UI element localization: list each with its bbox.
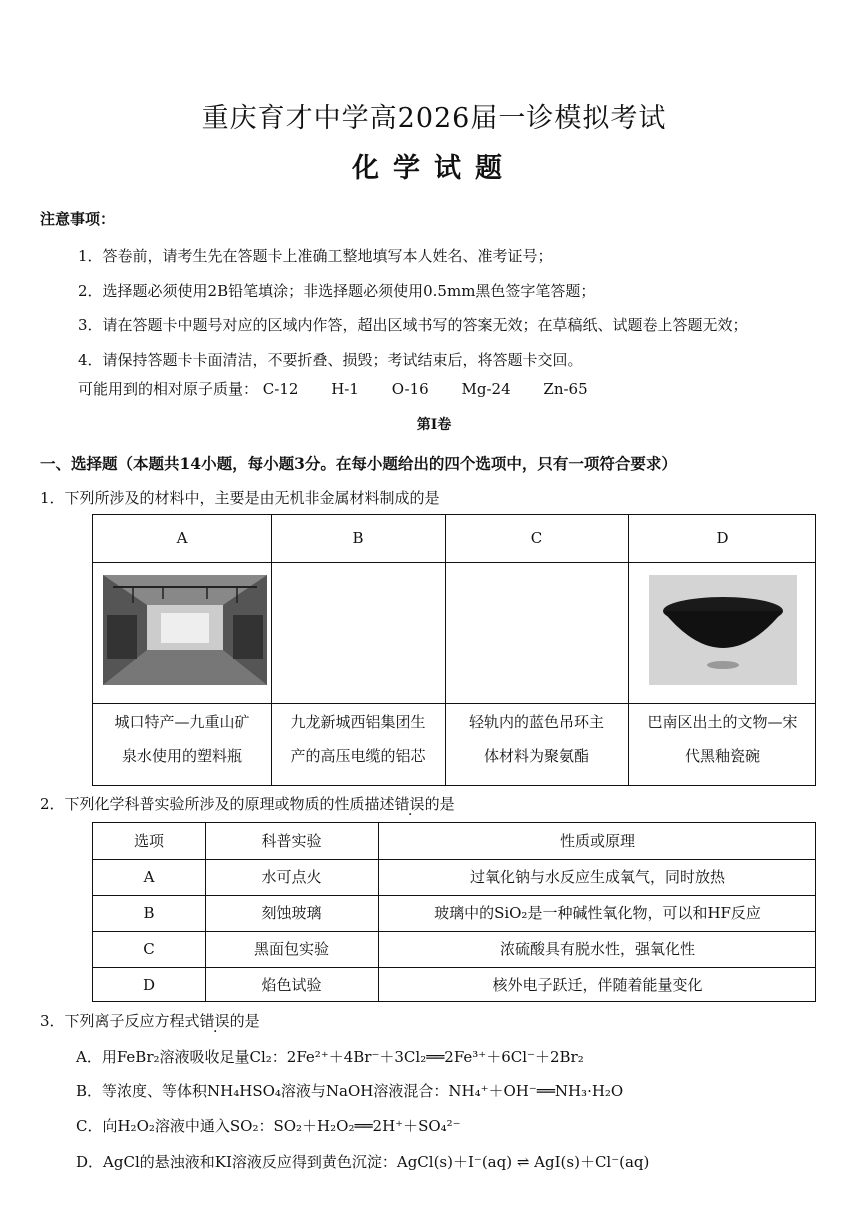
page-subtitle: 化学试题 [352, 153, 516, 184]
stem-emphasis: 错误 [394, 795, 425, 813]
caption-line: 轻轨内的蓝色吊环主 [468, 713, 604, 731]
table-cell: 黑面包实验 [253, 940, 329, 958]
question-3-option-d: D．AgCl的悬浊液和KI溶液反应得到黄色沉淀：AgCl(s)＋I⁻(aq) ⇌ AgI(s)＋Cl⁻(aq) [76, 1153, 650, 1171]
table-header: 科普实验 [261, 832, 322, 850]
table-cell: B [143, 904, 155, 922]
question-2-table [92, 822, 816, 1002]
section-heading: 一、选择题（本题共14小题，每小题3分。在每小题给出的四个选项中，只有一项符合要求） [40, 454, 677, 473]
table-cell: A [143, 868, 155, 886]
caption-line: 巴南区出土的文物—宋 [647, 713, 798, 731]
question-3-option-c: C．向H₂O₂溶液中通入SO₂：SO₂＋H₂O₂══2H⁺＋SO₄²⁻ [76, 1117, 461, 1135]
black-bowl-photo [649, 575, 797, 685]
question-2-stem [40, 793, 455, 814]
volume-heading: 第Ⅰ卷 [416, 417, 452, 433]
table-cell: 焰色试验 [261, 976, 322, 994]
notice-item: 3．请在答题卡中题号对应的区域内作答，超出区域书写的答案无效；在草稿纸、试题卷上答题无效； [78, 316, 748, 334]
question-1-stem: 1．下列所涉及的材料中，主要是由无机非金属材料制成的是 [40, 489, 440, 507]
question-3-option-a: A．用FeBr₂溶液吸收足量Cl₂：2Fe²⁺＋4Br⁻＋3Cl₂══2Fe³⁺＋6Cl⁻＋2Br₂ [76, 1048, 584, 1066]
question-3-option-b: B．等浓度、等体积NH₄HSO₄溶液与NaOH溶液混合：NH₄⁺＋OH⁻══NH₃·H₂O [76, 1082, 624, 1100]
table-cell: 核外电子跃迁，伴随着能量变化 [492, 976, 703, 994]
table-cell: 过氧化钠与水反应生成氧气，同时放热 [469, 868, 725, 886]
option-caption [93, 705, 271, 773]
atomic-masses-label: 可能用到的相对原子质量： [78, 380, 259, 398]
option-caption [271, 705, 445, 773]
stem-text: 的是 [229, 1012, 260, 1030]
caption-line: 代黑釉瓷碗 [684, 747, 760, 765]
option-letter: A [176, 529, 188, 547]
caption-line: 体材料为聚氨酯 [483, 747, 589, 765]
caption-line: 产的高压电缆的铝芯 [290, 747, 426, 765]
option-caption [628, 705, 817, 773]
stem-text: 3．下列离子反应方程式 [40, 1012, 200, 1030]
notice-heading: 注意事项： [40, 210, 116, 228]
atomic-mass: O-16 [391, 380, 429, 398]
table-cell: 玻璃中的SiO₂是一种碱性氧化物，可以和HF反应 [434, 904, 761, 922]
table-cell: 水可点火 [261, 868, 322, 886]
notice-item: 4．请保持答题卡卡面清洁，不要折叠、损毁；考试结束后，将答题卡交回。 [78, 351, 583, 369]
stem-text: 2．下列化学科普实验所涉及的原理或物质的性质描述 [40, 795, 395, 813]
option-letter: C [530, 529, 543, 547]
question-1-table [92, 514, 816, 786]
caption-line: 九龙新城西铝集团生 [290, 713, 426, 731]
atomic-mass: Mg-24 [461, 380, 511, 398]
table-cell: C [143, 940, 155, 958]
atomic-mass: Zn-65 [543, 380, 588, 398]
notice-item: 1．答卷前，请考生先在答题卡上准确工整地填写本人姓名、准考证号； [78, 247, 553, 265]
stem-text: 的是 [424, 795, 455, 813]
option-letter: D [716, 529, 729, 547]
page-title: 重庆育才中学高2026届一诊模拟考试 [201, 103, 667, 134]
atomic-mass: C-12 [262, 380, 299, 398]
option-caption [445, 705, 628, 773]
stem-emphasis: 错误 [199, 1012, 230, 1030]
caption-line: 泉水使用的塑料瓶 [121, 747, 242, 765]
table-header: 选项 [133, 832, 164, 850]
notice-item: 2．选择题必须使用2B铅笔填涂；非选择题必须使用0.5mm黑色签字笔答题； [78, 282, 596, 300]
caption-line: 城口特产—九重山矿 [114, 713, 250, 731]
atomic-mass: H-1 [331, 380, 359, 398]
table-cell: D [142, 976, 156, 994]
table-header: 性质或原理 [559, 832, 635, 850]
table-cell: 浓硫酸具有脱水性，强氧化性 [499, 940, 695, 958]
table-cell: 刻蚀玻璃 [261, 904, 322, 922]
light-rail-photo [103, 575, 267, 685]
option-letter: B [352, 529, 364, 547]
atomic-masses [78, 378, 588, 399]
question-3-stem [40, 1010, 260, 1031]
